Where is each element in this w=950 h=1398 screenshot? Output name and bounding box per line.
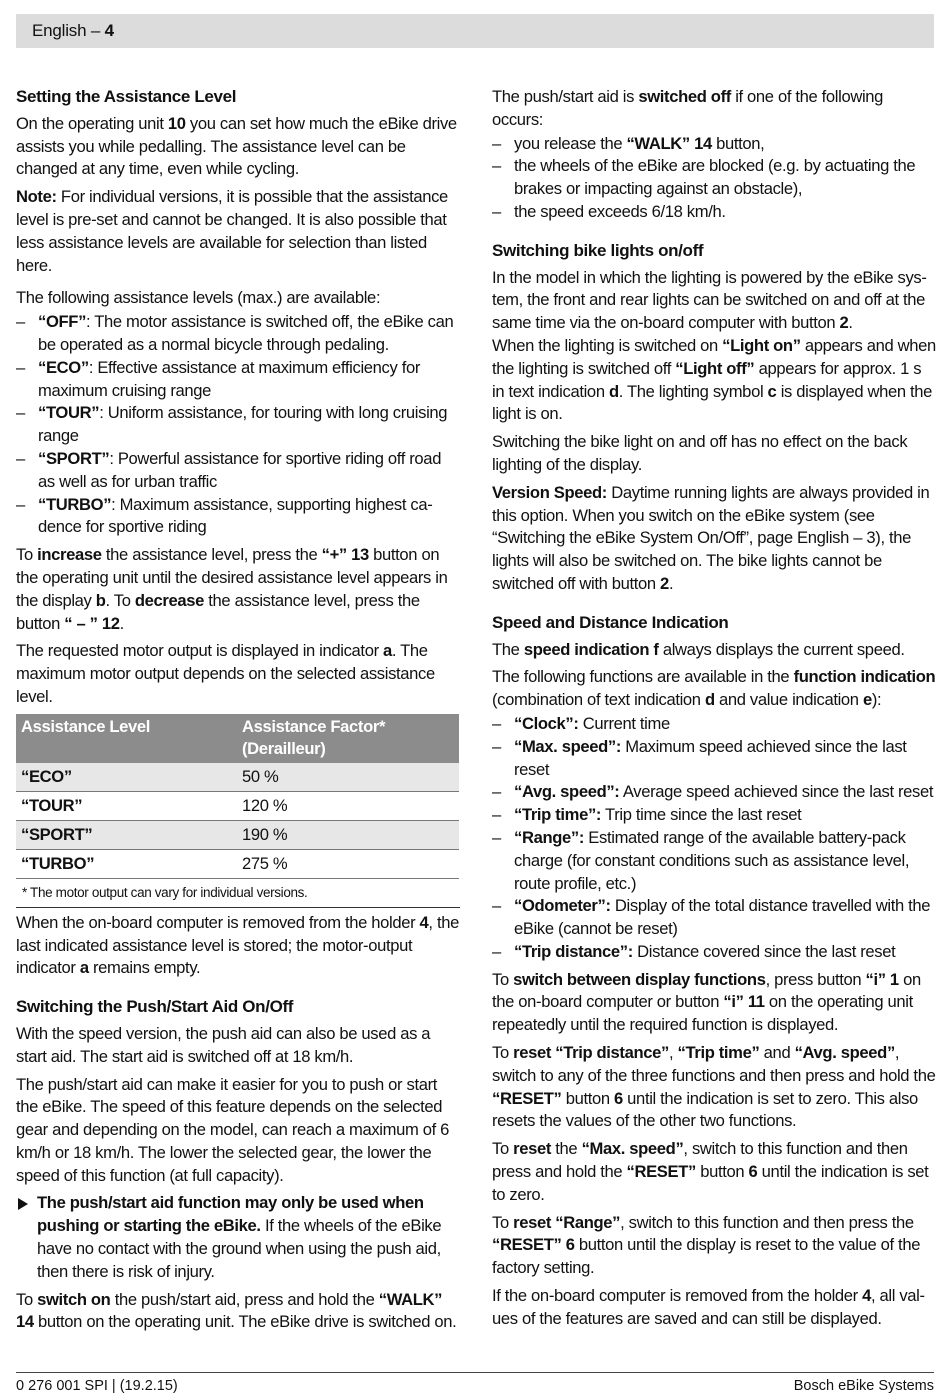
paragraph: To increase the assistance level, press the “+” 13 button on the operating unit until the desired assistance level appears in the display b. To decrease the assistance level, press the button “ – ” 12.	[16, 545, 448, 633]
table-header-factor: Assistance Factor* (Derailleur)	[237, 714, 459, 763]
warning-note	[16, 1192, 460, 1283]
list-item: – “ECO”: Effective assistance at maximum efficiency for maximum cruising range	[16, 357, 460, 403]
section-title-speed: Speed and Distance Indication	[492, 612, 729, 632]
section-title-push-aid: Switching the Push/Start Aid On/Off	[16, 997, 294, 1017]
list-item: – “Clock”: Current time	[492, 713, 936, 736]
paragraph: In the model in which the lighting is powered by the eBike system, the front and rear lights can be switched on and off at the same time via the on-board computer with button 2.	[492, 267, 927, 333]
warning-text: The push/start aid function may only be used when pushing or starting the eBike. If the wheels of the eBike have no contact with the ground when using the push aid, then there is risk of injury.	[37, 1193, 442, 1281]
footer-divider	[16, 1372, 934, 1373]
note-paragraph: Note: For individual versions, it is possible that the assistance level is pre-set and cannot be changed. It is also possible that less assistance levels are available for selection than listed here.	[16, 187, 448, 275]
left-column	[16, 86, 460, 1339]
list-item: – “OFF”: The motor assistance is switched off, the eBike can be operated as a normal bicycle through pedaling.	[16, 311, 460, 357]
right-column	[492, 86, 936, 1336]
list-item: – “Trip time”: Trip time since the last reset	[492, 804, 936, 827]
list-item: – “Trip distance”: Distance covered since the last reset	[492, 941, 936, 964]
paragraph: To switch on the push/start aid, press and hold the “WALK” 14 button on the operating unit. The eBike drive is switched on.	[16, 1289, 457, 1332]
table-row	[16, 820, 459, 849]
paragraph: To reset “Trip distance”, “Trip time” and “Avg. speed”, switch to any of the three functions and then press and hold the “RESET” button 6 until the indication is set to zero. This also resets the values of the other two functions.	[492, 1043, 936, 1131]
table-row	[16, 791, 459, 820]
warning-triangle-icon	[18, 1198, 28, 1210]
header-language: English	[32, 21, 87, 40]
table-cell-level: “TURBO”	[16, 849, 237, 878]
list-item: – you release the “WALK” 14 button,	[492, 133, 936, 156]
paragraph: The requested motor output is displayed in indicator a. The maximum motor output depends on the selected assistance level.	[16, 641, 435, 706]
paragraph: To reset “Range”, switch to this function and then press the “RESET” 6 button until the display is reset to the value of the factory setting.	[492, 1212, 921, 1278]
assistance-table	[16, 714, 459, 879]
footer-brand: Bosch eBike Systems	[793, 1378, 934, 1394]
paragraph: The push/start aid is switched off if one of the following occurs:	[492, 87, 884, 129]
functions-list	[492, 713, 936, 964]
paragraph: To reset the “Max. speed”, switch to this function and then press and hold the “RESET” button 6 until the indication is set to zero.	[492, 1139, 929, 1204]
table-header-row	[16, 714, 459, 763]
table-row	[16, 763, 459, 792]
table-cell-level: “SPORT”	[16, 820, 237, 849]
paragraph: Version Speed: Daytime running lights are always provided in this option. When you switch on the eBike system (see “Switching the eBike System On/Off”, page English – 3), the lights will also be switched on. The bike lights cannot be switched off with button 2.	[492, 482, 930, 593]
table-cell-factor: 190 %	[237, 820, 459, 849]
list-item: – “TOUR”: Uniform assistance, for touring with long cruising range	[16, 402, 460, 448]
paragraph: The following assistance levels (max.) are available:	[16, 288, 381, 308]
list-item: – the speed exceeds 6/18 km/h.	[492, 201, 936, 224]
list-item: – “Max. speed”: Maximum speed achieved since the last reset	[492, 736, 936, 782]
switch-off-list	[492, 133, 936, 224]
paragraph: To switch between display functions, press button “i” 1 on the on-board computer or button “i” 11 on the operating unit repeatedly until the required function is displayed.	[492, 969, 921, 1035]
table-cell-level: “ECO”	[16, 763, 237, 792]
assistance-levels-list	[16, 311, 460, 539]
list-item: – “SPORT”: Powerful assistance for sportive riding off road as well as for urban traffic	[16, 448, 460, 494]
paragraph: The push/start aid can make it easier for you to push or start the eBike. The speed of this feature depends on the selected gear and depending on the model, can reach a maximum of 6 km/h or 18 km/h. The lower the selected gear, the lower the speed of this function (at full capacity).	[16, 1074, 449, 1185]
page-number: 4	[104, 21, 114, 40]
list-item: – “Avg. speed”: Average speed achieved since the last reset	[492, 781, 936, 804]
table-cell-level: “TOUR”	[16, 791, 237, 820]
paragraph: The following functions are available in the function indication (combination of text indication d and value indication e):	[492, 667, 936, 710]
table-cell-factor: 275 %	[237, 849, 459, 878]
paragraph: On the operating unit 10 you can set how much the eBike drive assists you while pedalling. The assistance level can be changed at any time, even while cycling.	[16, 113, 457, 179]
table-cell-factor: 120 %	[237, 791, 459, 820]
table-footnote: * The motor output can vary for individual versions.	[16, 879, 460, 908]
list-item: – the wheels of the eBike are blocked (e.g. by actuating the brakes or impacting against an obstacle),	[492, 155, 936, 201]
list-item: – “Range”: Estimated range of the available battery-pack charge (for constant conditions such as assistance level, route profile, etc.)	[492, 827, 936, 895]
table-header-level: Assistance Level	[16, 714, 237, 763]
list-item: – “Odometer”: Display of the total distance travelled with the eBike (cannot be reset)	[492, 895, 936, 941]
paragraph: The speed indication f always displays the current speed.	[492, 639, 905, 659]
paragraph: Switching the bike light on and off has no effect on the back lighting of the display.	[492, 432, 908, 474]
section-title-assistance: Setting the Assistance Level	[16, 87, 237, 106]
table-row	[16, 849, 459, 878]
header-separator: –	[86, 21, 105, 40]
paragraph: If the on-board computer is removed from the holder 4, all values of the features are saved and can still be displayed.	[492, 1286, 926, 1328]
paragraph: When the lighting is switched on “Light on” appears and when the lighting is switched off “Light off” appears for approx. 1 s in text indication d. The lighting symbol c is displayed when the light is on.	[492, 335, 936, 424]
section-title-lights: Switching bike lights on/off	[492, 240, 704, 260]
list-item: – “TURBO”: Maximum assistance, supporting highest cadence for sportive riding	[16, 494, 460, 540]
footer-doc-number: 0 276 001 SPI | (19.2.15)	[16, 1378, 178, 1394]
paragraph: With the speed version, the push aid can also be used as a start aid. The start aid is switched off at 18 km/h.	[16, 1023, 431, 1066]
paragraph: When the on-board computer is removed from the holder 4, the last indicated assistance level is stored; the motor-output indicator a remains empty.	[16, 912, 459, 978]
table-cell-factor: 50 %	[237, 763, 459, 792]
page-header	[16, 14, 934, 48]
